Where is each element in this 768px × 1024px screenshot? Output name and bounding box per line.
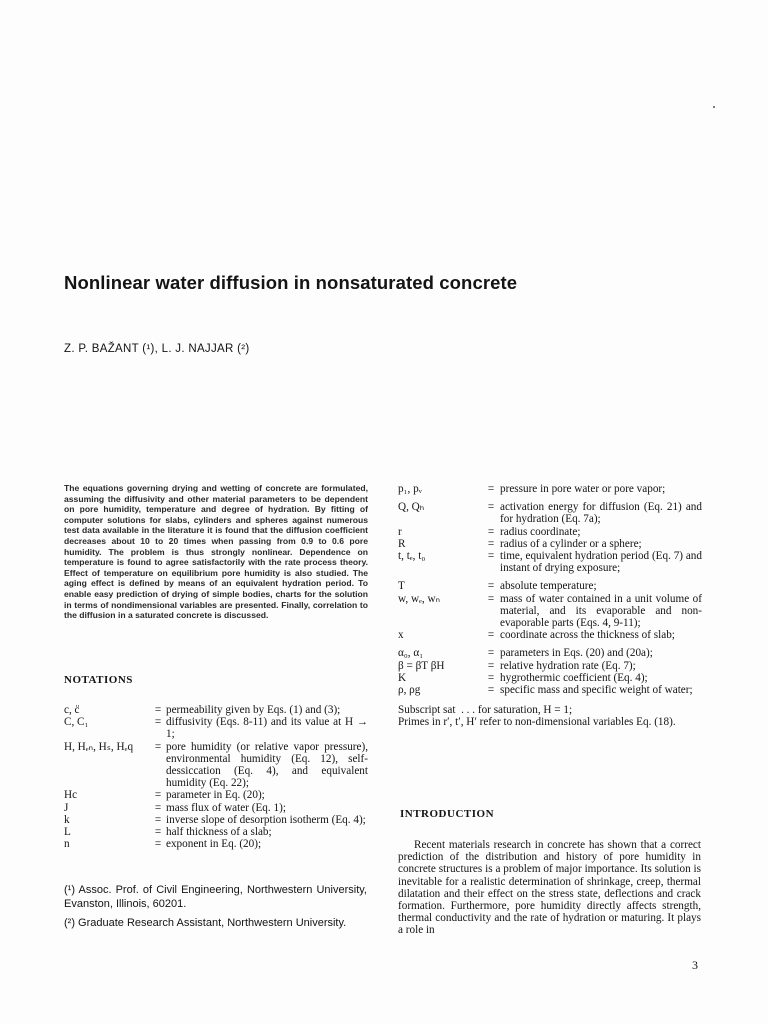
- notation-symbol: J: [64, 801, 69, 814]
- notation-symbol: R: [398, 537, 406, 550]
- notation-entry: [64, 838, 368, 850]
- notation-definition: exponent in Eq. (20);: [166, 838, 262, 851]
- notation-entry: [64, 716, 368, 740]
- notation-entry: [398, 538, 702, 550]
- notation-entry: [398, 684, 702, 696]
- equals-sign: =: [487, 483, 495, 495]
- notation-symbol: Hc: [64, 789, 78, 802]
- notation-entry: [398, 672, 702, 684]
- notation-definition: parameters in Eqs. (20) and (20a);: [500, 647, 653, 660]
- notation-symbol: ρ, ρg: [398, 684, 421, 697]
- notation-symbol: p₁, pᵥ: [398, 483, 422, 495]
- notation-symbol: K: [398, 671, 407, 684]
- notation-entry: [398, 526, 702, 538]
- notation-definition: hygrothermic coefficient (Eq. 4);: [500, 671, 648, 684]
- notations-heading: NOTATIONS: [64, 674, 133, 686]
- notation-entry: [398, 629, 702, 641]
- notation-symbol: L: [64, 826, 71, 839]
- introduction-heading: INTRODUCTION: [400, 808, 495, 820]
- notation-symbol: t, tₑ, t₀: [398, 550, 426, 563]
- notation-entry: [398, 593, 702, 630]
- notation-symbol: β = βT βH: [398, 659, 445, 672]
- notation-definition: radius coordinate;: [500, 525, 581, 538]
- subscript-note: Subscript sat . . . for saturation, H = 1;: [398, 704, 573, 717]
- notation-definition: specific mass and specific weight of water;: [500, 684, 693, 697]
- notation-symbol: T: [398, 580, 405, 593]
- equals-sign: =: [487, 550, 495, 563]
- paper-title: Nonlinear water diffusion in nonsaturated concrete: [64, 272, 518, 293]
- notations-list-left: [64, 704, 368, 850]
- equals-sign: =: [487, 629, 495, 642]
- notation-symbol: w, wₑ, wₙ: [398, 592, 441, 605]
- notation-definition: activation energy for diffusion (Eq. 21) and for hydration (Eq. 7a);: [500, 501, 702, 526]
- footnote-2: (²) Graduate Research Assistant, Northwestern University.: [64, 917, 347, 929]
- notation-entry: [64, 789, 368, 801]
- notation-entry: [64, 814, 368, 826]
- notation-definition: pore humidity (or relative vapor pressure), environmental humidity (Eq. 12), self-dessiccation (Eq. 4), and equivalent humidity (Eq. 22);: [166, 740, 368, 790]
- notation-entry: [64, 826, 368, 838]
- footnote-1: (¹) Assoc. Prof. of Civil Engineering, Northwestern University, Evanston, Illinois, 60201.: [64, 884, 367, 910]
- notation-symbol: k: [64, 813, 70, 826]
- notation-definition: inverse slope of desorption isotherm (Eq. 4);: [166, 813, 366, 826]
- equals-sign: =: [487, 659, 495, 672]
- notation-entry: [398, 550, 702, 574]
- equals-sign: =: [154, 740, 162, 753]
- notation-entry: [398, 660, 702, 672]
- equals-sign: =: [154, 801, 162, 814]
- abstract: The equations governing drying and wetting of concrete are formulated, assuming the diffusivity and other material parameters to be dependent on pore humidity, temperature and degree of hydration. By fitting of computer solutions for slabs, cylinders and spheres against numerous test data available in the literature it is found that the diffusion coefficient decreases about 10 to 20 times when passing from 0.9 to 0.6 pore humidity. The problem is thus strongly nonlinear. Dependence on temperature is found to agree satisfactorily with the rate process theory. Effect of temperature on equilibrium pore humidity is also studied. The aging effect is defined by means of an equivalent hydration period. To enable easy prediction of drying of simple bodies, charts for the solution in terms of nondimensional variables are presented. Finally, correlation to the diffusion in a saturated concrete is discussed.: [64, 483, 368, 621]
- notation-definition: pressure in pore water or pore vapor;: [500, 483, 666, 495]
- equals-sign: =: [487, 537, 495, 550]
- notation-entry: [398, 647, 702, 659]
- equals-sign: =: [154, 716, 162, 729]
- equals-sign: =: [154, 789, 162, 802]
- paper-authors: Z. P. BAŽANT (¹), L. J. NAJJAR (²): [64, 343, 250, 355]
- notation-definition: absolute temperature;: [500, 580, 597, 593]
- equals-sign: =: [487, 580, 495, 593]
- equals-sign: =: [487, 647, 495, 660]
- notation-definition: mass flux of water (Eq. 1);: [166, 801, 286, 814]
- notation-definition: permeability given by Eqs. (1) and (3);: [166, 704, 341, 716]
- notation-entry: [398, 501, 702, 525]
- notation-definition: mass of water contained in a unit volume of material, and its evaporable and non-evaporable parts (Eqs. 4, 9-11);: [500, 592, 702, 630]
- notation-definition: coordinate across the thickness of slab;: [500, 629, 675, 642]
- notation-definition: time, equivalent hydration period (Eq. 7) and instant of drying exposure;: [500, 550, 702, 575]
- notation-symbol: c, c̈: [64, 704, 80, 716]
- equals-sign: =: [487, 501, 495, 514]
- notation-symbol: α₀, α₁: [398, 647, 424, 660]
- equals-sign: =: [487, 592, 495, 605]
- notation-definition: diffusivity (Eqs. 8-11) and its value at H → 1;: [166, 716, 368, 741]
- notation-symbol: H, Hₑₙ, Hₛ, Hₑq: [64, 740, 134, 753]
- notation-symbol: x: [398, 629, 404, 642]
- notation-definition: relative hydration rate (Eq. 7);: [500, 659, 636, 672]
- notation-definition: half thickness of a slab;: [166, 826, 272, 839]
- equals-sign: =: [487, 671, 495, 684]
- notation-entry: [398, 580, 702, 592]
- equals-sign: =: [487, 525, 495, 538]
- notation-symbol: C, C₁: [64, 716, 89, 729]
- equals-sign: =: [487, 684, 495, 697]
- equals-sign: =: [154, 813, 162, 826]
- equals-sign: =: [154, 704, 162, 716]
- primes-note: Primes in r′, t′, H′ refer to non-dimensional variables Eq. (18).: [398, 716, 676, 729]
- notation-symbol: Q, Qₕ: [398, 501, 425, 514]
- notation-entry: [64, 704, 368, 716]
- notation-entry: [64, 741, 368, 790]
- equals-sign: =: [154, 838, 162, 851]
- notation-symbol: r: [398, 525, 402, 538]
- scan-speck: [713, 106, 715, 108]
- notation-entry: [64, 802, 368, 814]
- notation-entry: [398, 483, 702, 495]
- notation-symbol: n: [64, 838, 70, 851]
- equals-sign: =: [154, 826, 162, 839]
- introduction-text: Recent materials research in concrete has shown that a correct prediction of the distribution and history of pore humidity in concrete structures is a problem of major importance. Its solution is inevitable for a realistic determination of shrinkage, creep, thermal dilatation and their effect on the stress state, deflections and crack formation. Furthermore, pore humidity directly affects strength, thermal conductivity and the rate of hydration or maturing. It plays a role in: [398, 839, 701, 937]
- notations-list-right: [398, 483, 702, 729]
- notation-definition: radius of a cylinder or a sphere;: [500, 537, 642, 550]
- notation-definition: parameter in Eq. (20);: [166, 789, 265, 802]
- page-number: 3: [692, 958, 698, 972]
